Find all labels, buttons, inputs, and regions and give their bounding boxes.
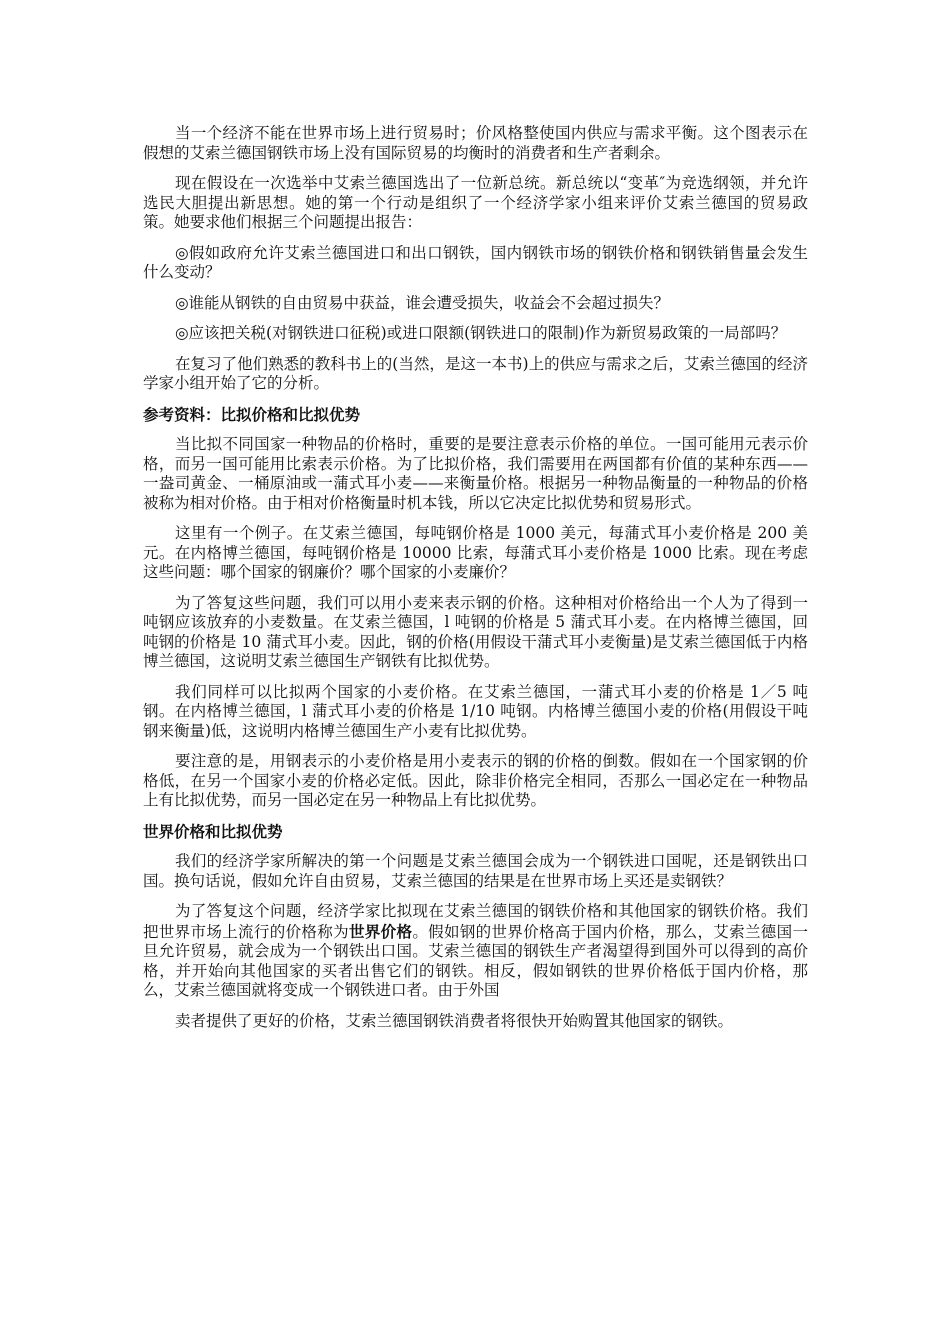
question-3: ◎应该把关税(对钢铁进口征税)或进口限额(钢铁进口的限制)作为新贸易政策的一局部吗？ bbox=[175, 324, 787, 342]
paragraph-wheat-price: 我们同样可以比拟两个国家的小麦价格。在艾索兰德国，一蒲式耳小麦的价格是 1／5 吨钢。在内格博兰德国，l 蒲式耳小麦的价格是 1/10 吨钢。内格博兰德国小麦的价格(用假设干吨钢来衡量)低，这说明内格博兰德国生产小麦有比拟优势。 bbox=[143, 682, 808, 740]
question-1: ◎假如政府允许艾索兰德国进口和出口钢铁，国内钢铁市场的钢铁价格和钢铁销售量会发生什么变动？ bbox=[143, 243, 808, 281]
paragraph-world-price-part1: 为了答复这个问题，经济学家比拟现在艾索兰德国的钢铁价格和其他国家的钢铁价格。我们把世界市场上流行的价格称为 bbox=[143, 902, 808, 941]
document-page bbox=[143, 124, 808, 1042]
question-2: ◎谁能从钢铁的自由贸易中获益，谁会遭受损失，收益会不会超过损失？ bbox=[175, 293, 670, 312]
paragraph-world-price-part2: 。假如钢的世界价格高于国内价格，那么，艾索兰德国一旦允许贸易，就会成为一个钢铁出口国。艾索兰德国的钢铁生产者渴望得到国外可以得到的高价格，并开始向其他国家的买者出售它们的钢铁。相反，假如钢铁的世界价格低于国内价格，那么，艾索兰德国就将变成一个钢铁进口者。由于外国 bbox=[143, 922, 808, 999]
section-heading-world-price: 世界价格和比拟优势 bbox=[143, 821, 283, 841]
paragraph-example: 这里有一个例子。在艾索兰德国，每吨钢价格是 1000 美元，每蒲式耳小麦价格是 200 美元。在内格博兰德国，每吨钢价格是 10000 比索，每蒲式耳小麦价格是 1000 比索。现在考虑这些问题：哪个国家的钢廉价？哪个国家的小麦廉价？ bbox=[143, 524, 808, 581]
paragraph-analysis-start: 在复习了他们熟悉的教科书上的(当然，是这一本书)上的供应与需求之后，艾索兰德国的经济学家小组开始了它的分析。 bbox=[143, 354, 808, 392]
paragraph-foreign-sellers: 卖者提供了更好的价格，艾索兰德国钢铁消费者将很快开始购置其他国家的钢铁。 bbox=[175, 1011, 734, 1030]
paragraph-relative-price: 当比拟不同国家一种物品的价格时，重要的是要注意表示价格的单位。一国可能用元表示价格，而另一国可能用比索表示价格。为了比拟价格，我们需要用在两国都有价值的某种东西——一盎司黄金、一桶原油或一蒲式耳小麦——来衡量价格。根据另一种物品衡量的一种物品的价格被称为相对价格。由于相对价格衡量时机本钱，所以它决定比拟优势和贸易形式。 bbox=[143, 435, 808, 512]
section-heading-reference: 参考资料：比拟价格和比拟优势 bbox=[143, 404, 361, 424]
term-world-price: 世界价格 bbox=[348, 921, 413, 941]
paragraph-world-price bbox=[143, 902, 808, 1001]
paragraph-intro: 当一个经济不能在世界市场上进行贸易时；价风格整使国内供应与需求平衡。这个图表示在假想的艾索兰德国钢铁市场上没有国际贸易的均衡时的消费者和生产者剩余。 bbox=[143, 124, 808, 162]
paragraph-reciprocal: 要注意的是，用钢表示的小麦价格是用小麦表示的钢的价格的倒数。假如在一个国家钢的价格低，在另一个国家小麦的价格必定低。因此，除非价格完全相同，否那么一国必定在一种物品上有比拟优势，而另一国必定在另一种物品上有比拟优势。 bbox=[143, 752, 808, 809]
paragraph-importer-exporter: 我们的经济学家所解决的第一个问题是艾索兰德国会成为一个钢铁进口国呢，还是钢铁出口国。换句话说，假如允许自由贸易，艾索兰德国的结果是在世界市场上买还是卖钢铁？ bbox=[143, 852, 808, 890]
paragraph-new-president: 现在假设在一次选举中艾索兰德国选出了一位新总统。新总统以“变革″为竞选纲领，并允许选民大胆提出新思想。她的第一个行动是组织了一个经济学家小组来评价艾索兰德国的贸易政策。她要求他们根据三个问题提出报告： bbox=[143, 174, 808, 231]
paragraph-steel-price: 为了答复这些问题，我们可以用小麦来表示钢的价格。这种相对价格给出一个人为了得到一吨钢应该放弃的小麦数量。在艾索兰德国，l 吨钢的价格是 5 蒲式耳小麦。在内格博兰德国，回吨钢的价格是 10 蒲式耳小麦。因此，钢的价格(用假设干蒲式耳小麦衡量)是艾索兰德国低于内格博兰德国，这说明艾索兰德国生产钢铁有比拟优势。 bbox=[143, 593, 808, 670]
